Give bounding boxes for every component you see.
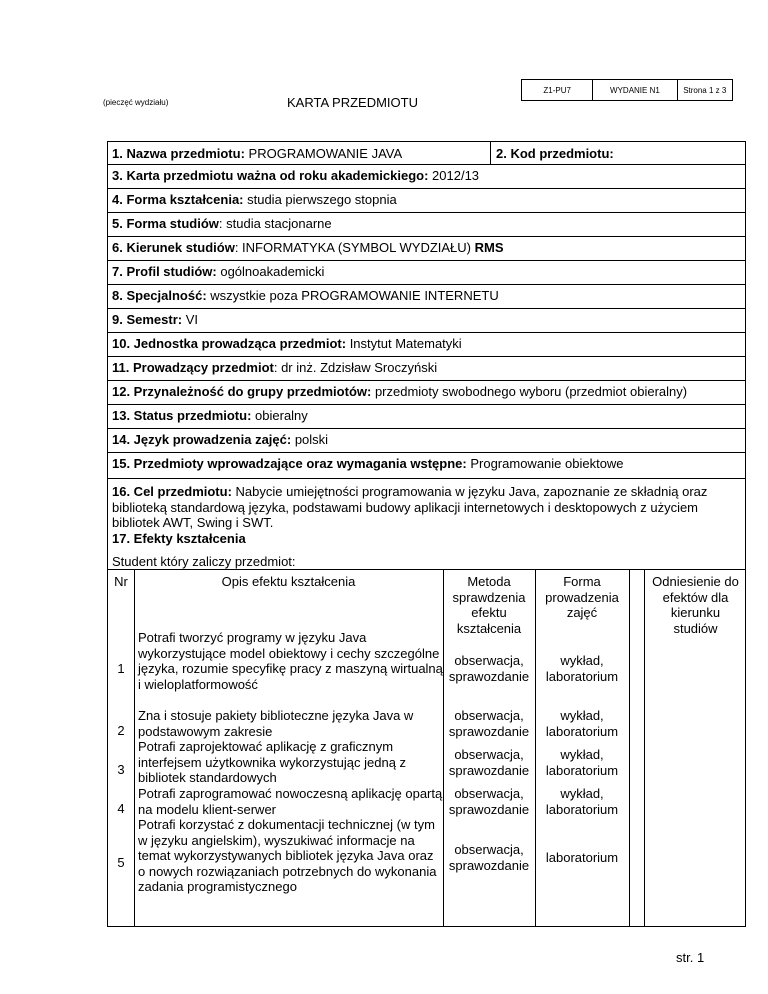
- row-prerequisites: [107, 453, 746, 479]
- course-goal-text: [112, 484, 741, 531]
- row-language: [107, 429, 746, 453]
- document-title: KARTA PRZEDMIOTU: [287, 95, 418, 110]
- row-label: 3. Karta przedmiotu ważna od roku akademickiego:: [112, 168, 429, 183]
- subject-name-field: [112, 146, 402, 161]
- header-reference: Odniesienie do efektów dla kierunku studiów: [652, 574, 739, 636]
- effect-method: obserwacja, sprawozdanie: [448, 786, 530, 817]
- effect-nr: 4: [117, 801, 125, 816]
- row-value: : INFORMATYKA (SYMBOL WYDZIAŁU): [234, 240, 475, 255]
- row-course-goal: [107, 479, 746, 570]
- row-label: 6. Kierunek studiów: [112, 240, 235, 255]
- col-divider: [134, 570, 135, 926]
- effect-form: laboratorium: [545, 850, 619, 865]
- effect-method: obserwacja, sprawozdanie: [448, 842, 530, 873]
- row-label: 15. Przedmioty wprowadzające oraz wymagania wstępne:: [112, 456, 467, 471]
- row-value: Programowanie obiektowe: [466, 456, 624, 471]
- effect-description: Potrafi zaprogramować nowoczesną aplikację opartą na modelu klient-serwer: [138, 786, 443, 817]
- row-label: 4. Forma kształcenia:: [112, 192, 244, 207]
- effect-method: obserwacja, sprawozdanie: [448, 653, 530, 684]
- subject-name-value: PROGRAMOWANIE JAVA: [248, 146, 403, 161]
- row-field-of-study: [107, 237, 746, 261]
- row-value: studia pierwszego stopnia: [243, 192, 397, 207]
- faculty-symbol: RMS: [474, 240, 504, 255]
- effect-method: obserwacja, sprawozdanie: [448, 747, 530, 778]
- effect-description: Potrafi korzystać z dokumentacji technicznej (w tym w języku angielskim), wyszukiwać informacje na temat wykorzystywanych bibliotek języka Java oraz o nowych rozwiązaniach potrzebnych do wykonania zadania programistycznego: [138, 817, 437, 894]
- row-label: 7. Profil studiów:: [112, 264, 217, 279]
- row-label: 5. Forma studiów: [112, 216, 219, 231]
- row-value: przedmioty swobodnego wyboru (przedmiot obieralny): [371, 384, 688, 399]
- subject-name-label: 1. Nazwa przedmiotu:: [112, 146, 245, 161]
- effect-method: obserwacja, sprawozdanie: [448, 708, 530, 739]
- row-value: 2012/13: [428, 168, 480, 183]
- col-divider: [629, 570, 630, 926]
- row-label: 11. Prowadzący przedmiot: [112, 360, 274, 375]
- header-description: Opis efektu kształcenia: [221, 574, 356, 589]
- row-value: wszystkie poza PROGRAMOWANIE INTERNETU: [206, 288, 499, 303]
- col-divider: [644, 570, 645, 926]
- document-code-box: [521, 79, 733, 101]
- row-label: 13. Status przedmiotu:: [112, 408, 252, 423]
- row-value: Nabycie umiejętności programowania w języku Java, zapoznanie ze składnią oraz biblioteką standardową języka, podstawami budowy aplikacji internetowych i desktopowych z użyciem bibliotek AWT, Swing i SWT.: [112, 484, 708, 530]
- row-value: polski: [291, 432, 329, 447]
- effects-heading: 17. Efekty kształcenia: [112, 530, 246, 546]
- row-specialty: [107, 285, 746, 309]
- page-number: str. 1: [676, 950, 705, 965]
- row-semester: [107, 309, 746, 333]
- row-label: 14. Język prowadzenia zajęć:: [112, 432, 292, 447]
- effects-table: [107, 570, 746, 927]
- effect-description: Potrafi tworzyć programy w języku Java wykorzystujące model obiektowy i cechy szczególne języka, rozumie specyfikę pracy z maszyną wirtualną i wieloplatformowość: [138, 630, 443, 692]
- row-unit: [107, 333, 746, 357]
- row-subject-group: [107, 381, 746, 405]
- student-line: Student który zaliczy przedmiot:: [112, 554, 296, 569]
- effect-nr: 2: [117, 723, 125, 738]
- subject-code-label: 2. Kod przedmiotu:: [496, 146, 614, 161]
- row-valid-year: [107, 165, 746, 189]
- page-of-label: Strona 1 z 3: [683, 85, 727, 95]
- header-nr: Nr: [114, 574, 128, 589]
- edition-label: WYDANIE N1: [593, 80, 677, 100]
- row-education-form: [107, 189, 746, 213]
- divider: [490, 142, 491, 164]
- row-value: : studia stacjonarne: [218, 216, 332, 231]
- header-method: Metoda sprawdzenia efektu kształcenia: [452, 574, 526, 636]
- faculty-stamp-label: (pieczęć wydziału): [103, 98, 169, 107]
- form-code: Z1-PU7: [522, 80, 593, 100]
- row-value: VI: [182, 312, 198, 327]
- effect-description: Zna i stosuje pakiety biblioteczne języka Java w podstawowym zakresie: [138, 708, 414, 739]
- row-value: ogólnoakademicki: [216, 264, 325, 279]
- header-form: Forma prowadzenia zajęć: [545, 574, 619, 620]
- row-status: [107, 405, 746, 429]
- row-value: : dr inż. Zdzisław Sroczyński: [273, 360, 438, 375]
- effect-nr: 5: [117, 855, 125, 870]
- effect-form: wykład, laboratorium: [545, 708, 619, 739]
- row-value: Instytut Matematyki: [346, 336, 462, 351]
- effect-form: wykład, laboratorium: [545, 653, 619, 684]
- effect-form: wykład, laboratorium: [545, 786, 619, 817]
- row-label: 10. Jednostka prowadząca przedmiot:: [112, 336, 347, 351]
- effect-nr: 3: [117, 762, 125, 777]
- effect-description: Potrafi zaprojektować aplikację z graficznym interfejsem użytkownika wykorzystując jedną z bibliotek standardowych: [138, 739, 407, 785]
- row-label: 16. Cel przedmiotu:: [112, 484, 232, 499]
- row-label: 12. Przynależność do grupy przedmiotów:: [112, 384, 372, 399]
- row-name-code: [107, 141, 746, 165]
- row-label: 9. Semestr:: [112, 312, 183, 327]
- row-value: obieralny: [251, 408, 308, 423]
- row-profile: [107, 261, 746, 285]
- row-label: 8. Specjalność:: [112, 288, 207, 303]
- effect-form: wykład, laboratorium: [545, 747, 619, 778]
- row-study-form: [107, 213, 746, 237]
- effect-nr: 1: [117, 661, 125, 676]
- row-lecturer: [107, 357, 746, 381]
